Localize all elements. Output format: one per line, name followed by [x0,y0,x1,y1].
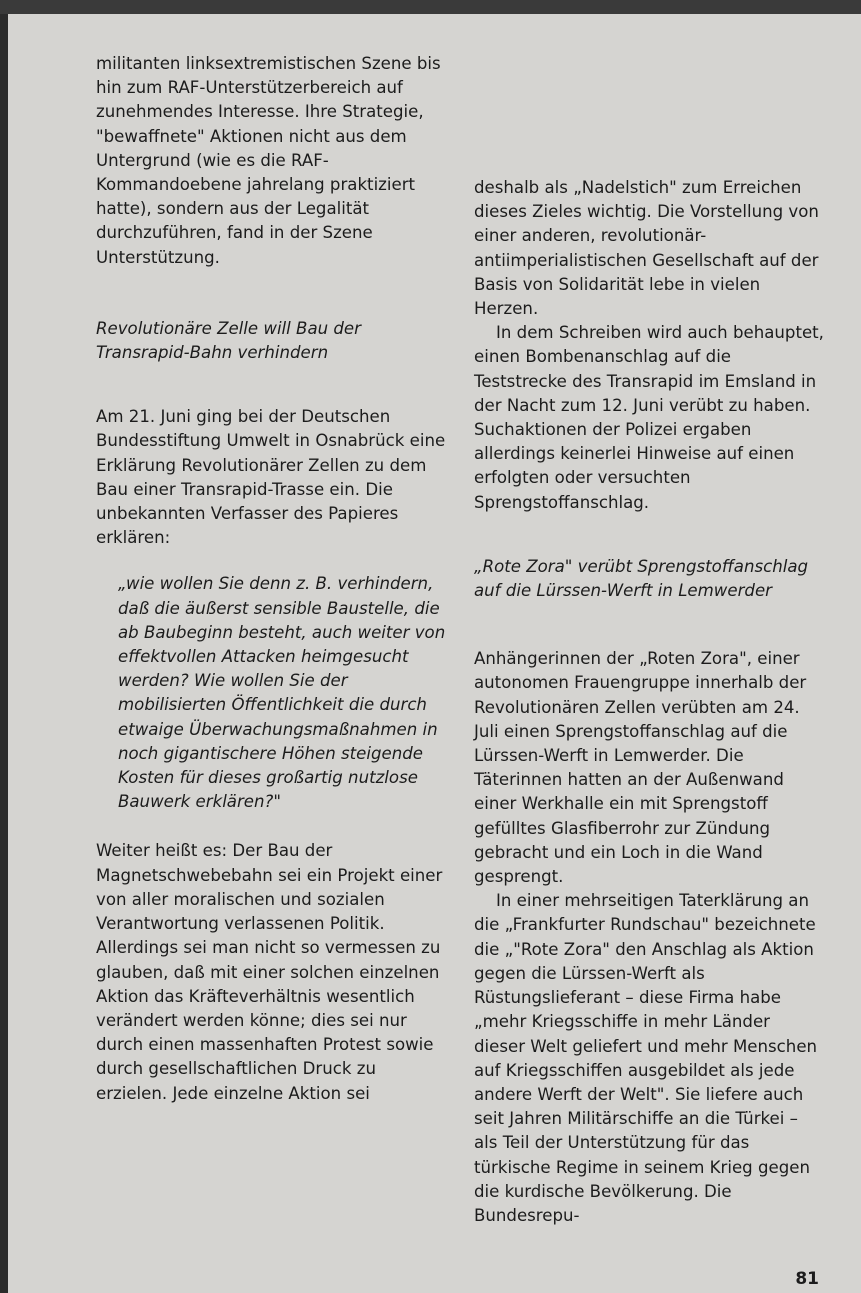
section-heading: „Rote Zora" verübt Sprengstoffanschlag auf die Lürssen-Werft in Lemwerder [474,556,809,601]
paragraph: Weiter heißt es: Der Bau der Magnetschwebebahn sei ein Projekt einer von aller moralischen und sozialen Verantwortung verlassenen Politik. Allerdings sei man nicht so vermessen zu glauben, daß mit einer solchen einzelnen Aktion das Kräfteverhältnis wesentlich verändert werden könne; dies sei nur durch einen massenhaften Protest sowie durch gesellschaftlichen Druck zu erzielen. Jede einzelne Aktion sei [96,841,443,1103]
page-number: 81 [795,1269,819,1289]
paragraph: Anhängerinnen der „Roten Zora", einer autonomen Frauengruppe innerhalb der Revolutionären Zellen verübten am 24. Juli einen Sprengstoffanschlag auf die Lürssen-Werft in Lemwerder. Die Täterinnen hatten an der Außenwand einer Werkhalle ein mit Sprengstoff gefülltes Glasfiberrohr zur Zündung gebracht und ein Loch in die Wand gesprengt. [474,649,807,887]
section-heading: Revolutionäre Zelle will Bau der Transrapid-Bahn verhindern [96,318,361,363]
paragraph: deshalb als „Nadelstich" zum Erreichen dieses Zieles wichtig. Die Vorstellung von einer anderen, revolutionär-antiimperialistischen Gesellschaft auf der Basis von Solidarität lebe in vielen Herzen. [474,178,819,319]
scan-top-edge [0,0,861,14]
right-column [474,176,824,1228]
paragraph: Am 21. Juni ging bei der Deutschen Bundesstiftung Umwelt in Osnabrück eine Erklärung Revolutionärer Zellen zu dem Bau einer Transrapid-Trasse ein. Die unbekannten Verfasser des Papieres erklären: [96,407,446,548]
paragraph: In dem Schreiben wird auch behauptet, einen Bombenanschlag auf die Teststrecke des Transrapid im Emsland in der Nacht zum 12. Juni verübt zu haben. Suchaktionen der Polizei ergaben allerdings keinerlei Hinweise auf einen erfolgten oder versuchten Sprengstoffanschlag. [474,323,824,512]
document-page [8,14,861,1293]
paragraph: militanten linksextremistischen Szene bis hin zum RAF-Unterstützerbereich auf zunehmendes Interesse. Ihre Strategie, "bewaffnete" Aktionen nicht aus dem Untergrund (wie es die RAF-Kommandoebene jahrelang praktiziert hatte), sondern aus der Legalität durchzuführen, fand in der Szene Unterstützung. [96,54,441,267]
block-quote: „wie wollen Sie denn z. B. verhindern, daß die äußerst sensible Baustelle, die ab Baubeginn besteht, auch weiter von effektvollen Attacken heimgesucht werden? Wie wollen Sie der mobilisierten Öffentlichkeit die durch etwaige Überwachungsmaßnahmen in noch gigantischere Höhen steigende Kosten für dieses großartig nutzlose Bauwerk erklären?" [118,574,446,812]
left-column [96,52,446,1106]
paragraph: In einer mehrseitigen Taterklärung an die „Frankfurter Rundschau" bezeichnete die „"Rote Zora" den Anschlag als Aktion gegen die Lürssen-Werft als Rüstungslieferant – diese Firma habe „mehr Kriegsschiffe in mehr Länder dieser Welt geliefert und mehr Menschen auf Kriegsschiffen ausgebildet als jede andere Werft der Welt". Sie liefere auch seit Jahren Militärschiffe an die Türkei – als Teil der Unterstützung für das türkische Regime in seinem Krieg gegen die kurdische Bevölkerung. Die Bundesrepu- [474,891,818,1225]
